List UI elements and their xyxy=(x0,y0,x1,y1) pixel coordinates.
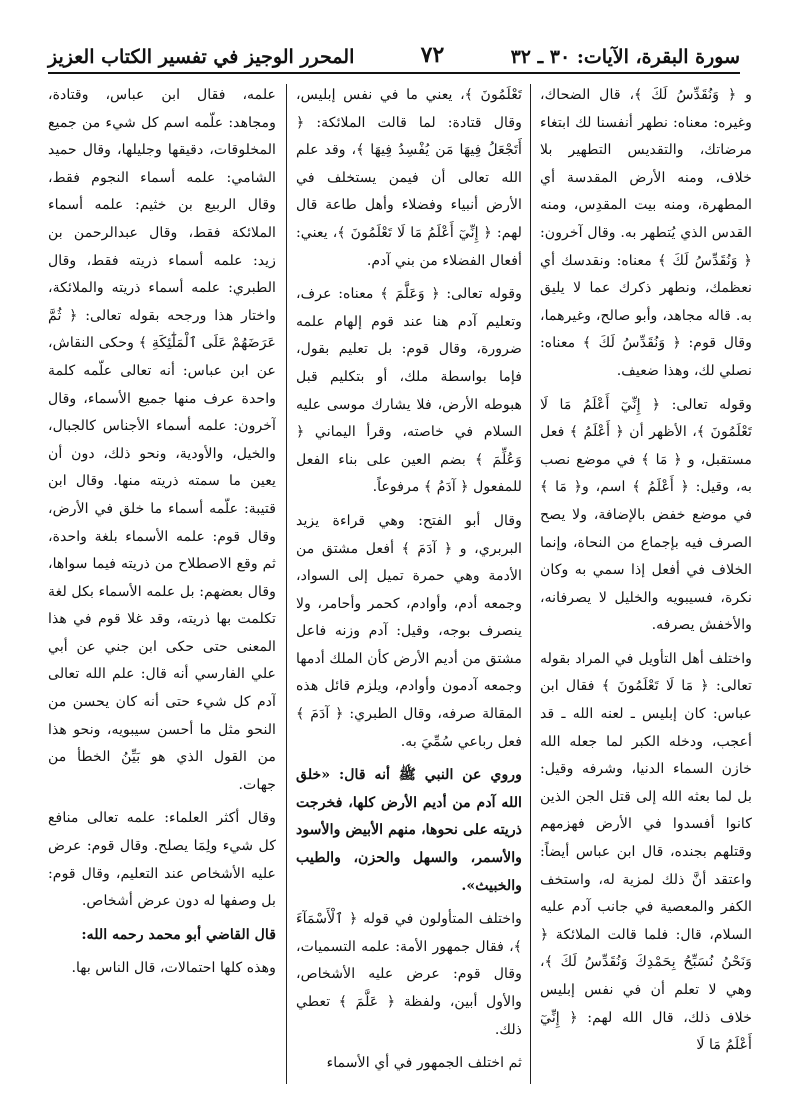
left-paragraph-2: وقال أكثر العلماء: علمه تعالى منافع كل شيء ولِمَا يصلح. وقال قوم: عرض عليه الأشخاص عند التعليم، وقال قوم: بل وصفها له دون عرض أشخاص. xyxy=(48,810,276,910)
right-paragraph-1: و ﴿ وَنُقَدِّسُ لَكَ ﴾، قال الضحاك، وغيره: معناه: نطهر أنفسنا لك ابتغاء مرضاتك، والتقديس التطهير بلا خلاف، ومنه الأرض المقدسة أي المطهرة، ومنه بيت المقدِس، ومنه القدس الذي يُتطهر به. وقال آخرون: ﴿ وَنُقَدِّسُ لَكَ ﴾ معناه: ونقدسك أي نعظمك، ونطهر ذكرك عما لا يليق به. قاله مجاهد، وأبو صالح، وغيرهما، وقال قوم: ﴿ وَنُقَدِّسُ لَكَ ﴾ معناه: نصلي لك، وهذا ضعيف. xyxy=(540,87,752,379)
header-rule xyxy=(48,72,740,74)
book-title: المحرر الوجيز في تفسير الكتاب العزيز xyxy=(48,46,355,68)
left-paragraph-1: علمه، فقال ابن عباس، وقتادة، ومجاهد: علّمه اسم كل شيء من جميع المخلوقات، دقيقها وجليلها، وقال حميد الشامي: علمه أسماء النجوم فقط، وقال الربيع بن خثيم: علمه أسماء الملائكة فقط، وقال عبدالرحمن بن زيد: علمه أسماء ذريته فقط، وقال الطبري: علمه أسماء ذريته والملائكة، واختار هذا ورجحه بقوله تعالى: ﴿ ثُمَّ عَرَضَهُمْ عَلَى ٱلْمَلَٰٓئِكَةِ ﴾ وحكى النقاش، عن ابن عباس: أنه تعالى علّمه كلمة واحدة عرف منها جميع الأسماء، وقال آخرون: علمه أسماء الأجناس كالجبال، والخيل، والأودية، ونحو ذلك، دون أن يعين ما سمته ذريته منها. وقال ابن قتيبة: علّمه أسماء ما خلق في الأرض، وقال قوم: علمه الأسماء بلغة واحدة، ثم وقع الاصطلاح من ذريته فيما سواها، وقال بعضهم: بل علمه الأسماء بكل لغة تكلمت بها ذريته، وقد غلا قوم في هذا المعنى حتى حكى ابن جني عن أبي علي الفارسي أنه قال: علم الله تعالى آدم كل شيء حتى أنه كان يحسن من النحو مثل ما أحسن سيبويه، ونحو هذا من القول الذي هو بَيِّنُ الخطأ من جهات. xyxy=(48,87,276,793)
middle-hadith: وروي عن النبي ﷺ أنه قال: «خلق الله آدم من أديم الأرض كلها، فخرجت ذريته على نحوها، منهم الأبيض والأسود والأسمر، والسهل والحزن، والطيب والخبيث». xyxy=(296,767,522,894)
middle-paragraph-3: وقال أبو الفتح: وهي قراءة يزيد البربري، و ﴿ آدَمَ ﴾ أفعل مشتق من الأدمة وهي حمرة تميل إلى السواد، وجمعه أدم، وأوادم، كحمر وأحامر، ولا ينصرف بوجه، وقيل: آدم وزنه فاعل مشتق من أديم الأرض كأن الملك أدمها وجمعه آدمون وأوادم، ويلزم قائل هذه المقالة صرفه، وقال الطبري: ﴿ آدَمَ ﴾ فعل رباعي سُمِّيَ به. xyxy=(296,512,522,750)
column-right xyxy=(540,82,752,1087)
column-middle xyxy=(296,82,522,1087)
right-paragraph-2: وقوله تعالى: ﴿ إِنِّيٓ أَعْلَمُ مَا لَا تَعْلَمُونَ ﴾، الأظهر أن ﴿ أَعْلَمُ ﴾ فعل مستقبل، و ﴿ مَا ﴾ في موضع نصب به، وقيل: ﴿ أَعْلَمُ ﴾ اسم، و﴿ مَا ﴾ في موضع خفض بالإضافة، ولا يصح الصرف فيه بإجماع من النحاة، وإنما الخلاف في أفعل إذا سمي به وكان نكرة، فسيبويه والخليل لا يصرفانه، والأخفش يصرفه. xyxy=(540,396,752,634)
right-paragraph-3: واختلف أهل التأويل في المراد بقوله تعالى: ﴿ مَا لَا تَعْلَمُونَ ﴾ فقال ابن عباس: كان إبليس ـ لعنه الله ـ قد أعجب، ودخله الكبر لما جعله الله خازن السماء الدنيا، وشرفه وقيل: بل لما بعثه الله إلى قتل الجن الذين كانوا أفسدوا في الأرض فهزمهم وقتلهم بجنده، قال ابن عباس أيضاً: واعتقد أنَّ ذلك لمزية له، واستخف الكفر والمعصية في جانب آدم عليه السلام، قال: فلما قالت الملائكة ﴿ وَنَحْنُ نُسَبِّحُ بِحَمْدِكَ وَنُقَدِّسُ لَكَ ﴾، وهي لا تعلم أن في نفس إبليس خلاف ذلك، قال الله لهم: ﴿ إِنِّيٓ أَعْلَمُ مَا لَا xyxy=(540,650,752,1054)
middle-paragraph-1: تَعْلَمُونَ ﴾، يعني ما في نفس إبليس، وقال قتادة: لما قالت الملائكة: ﴿ أَتَجْعَلُ فِيهَا مَن يُفْسِدُ فِيهَا ﴾، وقد علم الله تعالى أن فيمن يستخلف في الأرض أنبياء وفضلاء وأهل طاعة قال لهم: ﴿ إِنِّيٓ أَعْلَمُ مَا لَا تَعْلَمُونَ ﴾، يعني: أفعال الفضلاء من بني آدم. xyxy=(296,87,522,269)
page-header xyxy=(48,28,740,68)
column-divider-left xyxy=(286,84,287,1084)
page-number: ٧٢ xyxy=(420,42,445,68)
column-left xyxy=(48,82,276,1087)
left-paragraph-4: وهذه كلها احتمالات، قال الناس بها. xyxy=(71,960,276,977)
surah-title: سورة البقرة، الآيات: ٣٠ ـ ٣٢ xyxy=(510,46,740,68)
left-judge-heading: قال القاضي أبو محمد رحمه الله: xyxy=(81,926,276,943)
middle-paragraph-6: ثم اختلف الجمهور في أي الأسماء xyxy=(326,1055,522,1072)
middle-paragraph-5: واختلف المتأولون في قوله ﴿ ٱلْأَسْمَآءَ ﴾، فقال جمهور الأمة: علمه التسميات، وقال قوم: عرض عليه الأشخاص، والأول أبين، ولفظة ﴿ عَلَّمَ ﴾ تعطي ذلك. xyxy=(296,911,522,1038)
middle-paragraph-2: وقوله تعالى: ﴿ وَعَلَّمَ ﴾ معناه: عرف، وتعليم آدم هنا عند قوم إلهام علمه ضرورة، وقال قوم: بل تعليم بقول، فإما بواسطة ملك، أو بتكليم قبل هبوطه الأرض، فلا يشارك موسى عليه السلام في خاصته، وقرأ اليماني ﴿ وَعُلِّمَ ﴾ بضم العين على بناء الفعل للمفعول ﴿ آدَمُ ﴾ مرفوعاً. xyxy=(296,286,522,496)
column-divider-right xyxy=(530,84,531,1084)
